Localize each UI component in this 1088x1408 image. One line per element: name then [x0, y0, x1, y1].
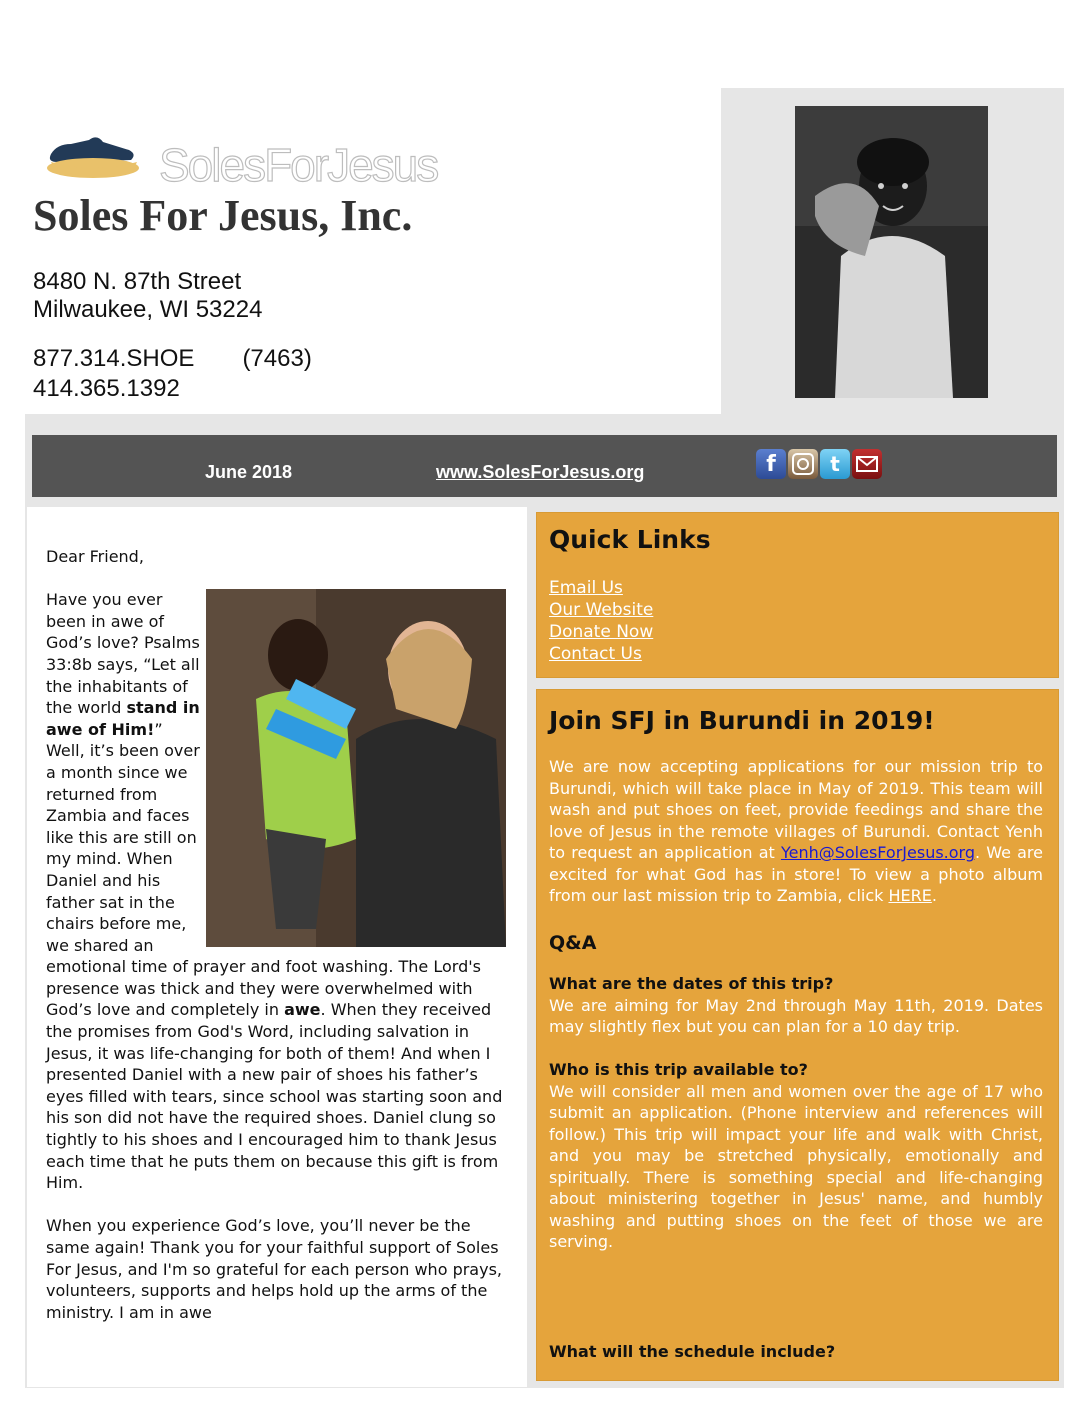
org-name: Soles For Jesus, Inc.	[33, 191, 413, 240]
photo-album-link[interactable]: HERE	[888, 886, 932, 905]
address-line1: 8480 N. 87th Street	[33, 268, 242, 295]
twitter-icon[interactable]: t	[820, 449, 850, 479]
question-1: What are the dates of this trip?	[549, 974, 834, 993]
phone-numbers	[33, 344, 312, 404]
quick-links-title: Quick Links	[549, 525, 711, 554]
instagram-icon[interactable]	[788, 449, 818, 479]
phone-secondary: 414.365.1392	[33, 375, 180, 402]
link-contact-us[interactable]: Contact Us	[549, 644, 642, 664]
link-email-us[interactable]: Email Us	[549, 578, 623, 598]
shoe-logo-icon	[37, 104, 157, 194]
logo[interactable]	[37, 104, 457, 194]
mail-icon[interactable]	[852, 449, 882, 479]
phone-primary: 877.314.SHOE	[33, 345, 195, 372]
link-our-website[interactable]: Our Website	[549, 600, 654, 620]
answer-2: We will consider all men and women over the age of 17 who submit an application. (Phone interview and references will follow.) This trip will impact your life and walk with Christ, and you may be stretched physically, emotionally and spiritually. There is something special and life-changing about ministering together in Jesus' name, and humbly washing and putting shoes on the feet of those we are serving.	[549, 1081, 1043, 1251]
email-link[interactable]: Yenh@SolesForJesus.org	[780, 843, 975, 862]
answer-1: We are aiming for May 2nd through May 11th, 2019. Dates may slightly flex but you can plan for a 10 day trip.	[549, 995, 1043, 1036]
header-panel	[25, 88, 721, 414]
question-2: Who is this trip available to?	[549, 1060, 808, 1079]
burundi-body	[549, 756, 1043, 1253]
greeting: Dear Friend,	[46, 547, 144, 566]
quick-links-list	[549, 577, 653, 665]
qa-item-1	[549, 973, 1043, 1038]
burundi-intro: We are now accepting applications for our mission trip to Burundi, which will take place in May of 2019. This team will wash and put shoes on feet, provide feedings and share the love of Jesus in the remote villages of Burundi. Contact Yenh to request an application at Yenh@SolesForJesus.org. We are excited for what God has in store! To view a photo album from our last mission trip to Zambia, click HERE.	[549, 757, 1044, 905]
burundi-trip-box	[536, 689, 1059, 1381]
letter-paragraph-1: Have you ever been in awe of God’s love? Psalms 33:8b says, “Let all the inhabitants of the world stand in awe of Him!” Well, it’s been over a month since we returned from Zambia and faces like this are still on my mind. When Daniel and his father sat in the chairs before me, we shared an emotional time of prayer and foot washing. The Lord's presence was thick and they were overwhelmed with God’s love and completely in awe. When they received the promises from God's Word, including salvation in Jesus, it was life-changing for both of them! And when I presented Daniel with a new pair of shoes his father’s eyes filled with tears, since school was starting soon and his son did not have the required shoes. Daniel clung so tightly to his shoes and I encouraged him to thank Jesus each time that he puts them on because this gift is from Him.	[46, 590, 503, 1193]
burundi-title: Join SFJ in Burundi in 2019!	[549, 706, 935, 735]
qa-heading: Q&A	[549, 931, 597, 954]
quick-links-box	[536, 512, 1059, 678]
question-3: What will the schedule include?	[549, 1342, 836, 1361]
qa-item-2	[549, 1059, 1043, 1253]
link-donate-now[interactable]: Donate Now	[549, 622, 654, 642]
social-icons	[756, 449, 882, 481]
facebook-icon[interactable]: f	[756, 449, 786, 479]
address-line2: Milwaukee, WI 53224	[33, 296, 263, 323]
logo-wordmark: SolesForJesus	[159, 139, 438, 191]
issue-date: June 2018	[205, 462, 293, 482]
photo-woman-holding-child	[206, 589, 506, 947]
date-banner	[32, 435, 1057, 497]
address	[33, 268, 262, 324]
phone-ext: (7463)	[242, 345, 312, 372]
website-link[interactable]: www.SolesForJesus.org	[436, 462, 645, 482]
photo-boy-with-shoes	[795, 106, 988, 398]
letter-paragraph-2: When you experience God’s love, you’ll never be the same again! Thank you for your faithful support of Soles For Jesus, and I'm so grateful for each person who prays, volunteers, supports and helps hold up the arms of the ministry. I am in awe	[46, 1216, 502, 1322]
letter-article	[46, 546, 512, 1323]
